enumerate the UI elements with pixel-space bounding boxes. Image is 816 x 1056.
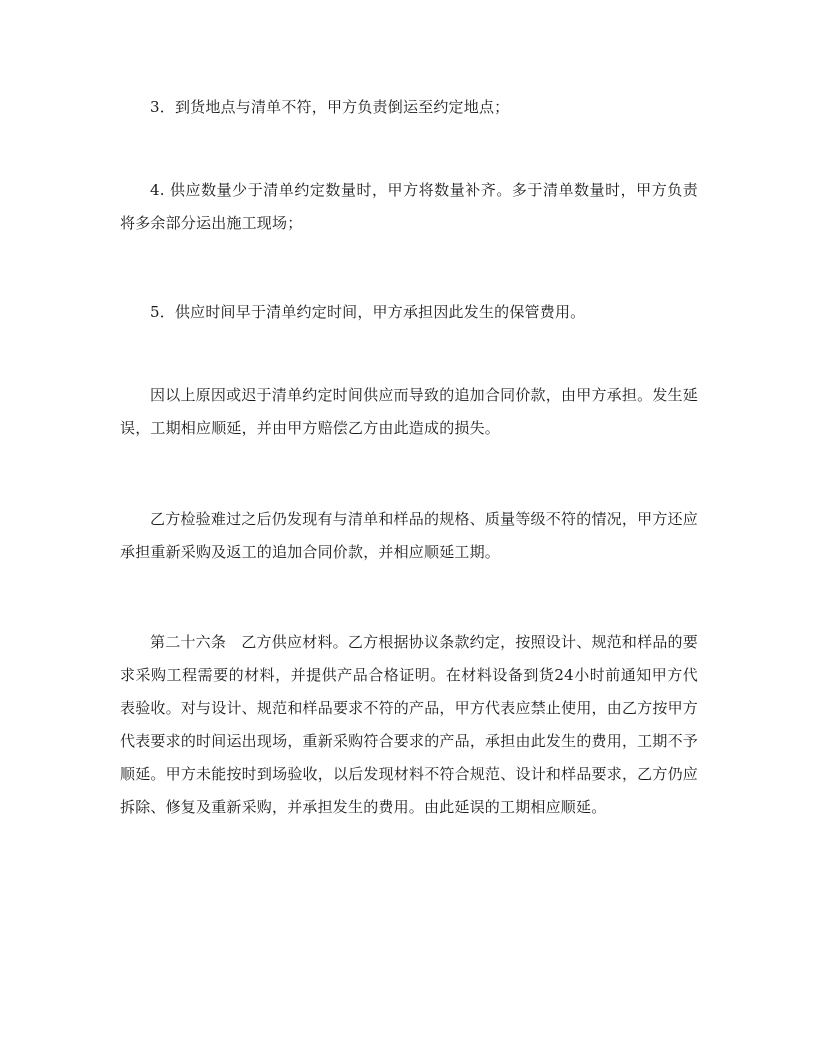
paragraph-inspection: 乙方检验难过之后仍发现有与清单和样品的规格、质量等级不符的情况，甲方还应承担重新采购及返工的追加合同价款，并相应顺延工期。 — [120, 510, 698, 561]
paragraph-article-26: 第二十六条 乙方供应材料。乙方根据协议条款约定，按照设计、规范和样品的要求采购工程需要的材料，并提供产品合格证明。在材料设备到货24小时前通知甲方代表验收。对与设计、规范和样品要求不符的产品，甲方代表应禁止使用，由乙方按甲方代表要求的时间运出现场，重新采购符合要求的产品，承担由此发生的费用，工期不予顺延。甲方未能按时到场验收，以后发现材料不符合规范、设计和样品要求，乙方仍应拆除、修复及重新采购，并承担发生的费用。由此延误的工期相应顺延。 — [120, 633, 698, 816]
paragraph-additional-price: 因以上原因或迟于清单约定时间供应而导致的追加合同价款，由甲方承担。发生延误，工期相应顺延，并由甲方赔偿乙方由此造成的损失。 — [120, 386, 698, 437]
paragraph-supply-time: 5．供应时间早于清单约定时间，甲方承担因此发生的保管费用。 — [150, 303, 586, 321]
paragraph-delivery-location: 3．到货地点与清单不符，甲方负责倒运至约定地点； — [150, 98, 510, 116]
paragraph-supply-quantity: 4. 供应数量少于清单约定数量时，甲方将数量补齐。多于清单数量时，甲方负责将多余部分运出施工现场； — [120, 181, 698, 232]
